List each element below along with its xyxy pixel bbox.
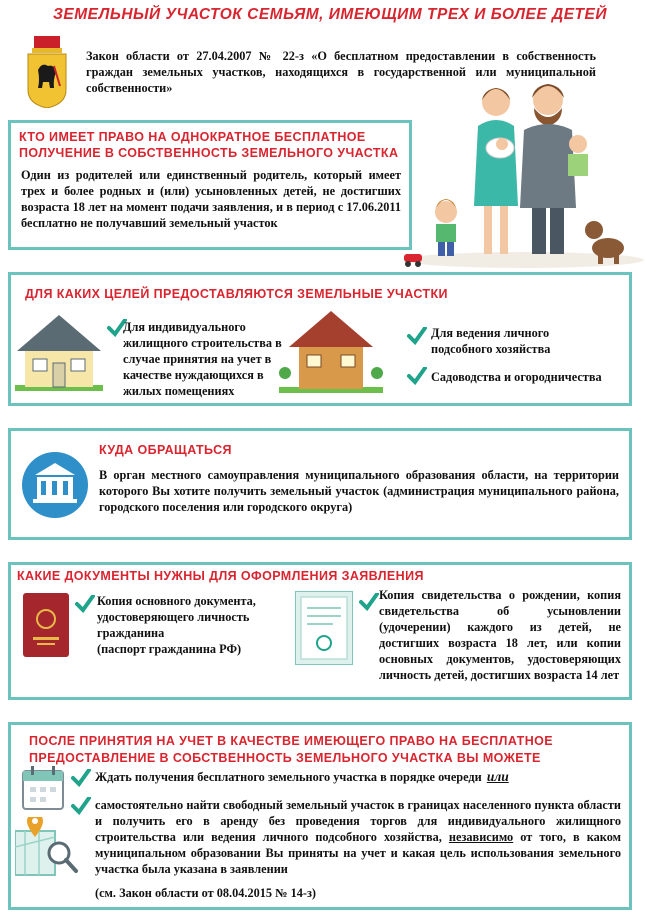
eligibility-title-line1: КТО ИМЕЕТ ПРАВО НА ОДНОКРАТНОЕ БЕСПЛАТНОЕ	[19, 130, 366, 144]
after-registration-section	[8, 722, 632, 910]
law-reference: Закон области от 27.04.2007 № 22-з «О бесплатном предоставлении в собственность граждан земельных участков, находящихся в государственной или муниципальной собственности»	[86, 49, 596, 95]
option-find-plot-text-cont: от того, в каком муниципальном образовании Вы приняты на учет и какая цель использования земельного участка была указана в заявлении	[95, 830, 622, 876]
map-search-icon	[15, 817, 79, 879]
where-section	[8, 428, 632, 540]
checkmark-icon	[71, 769, 91, 787]
coat-of-arms-icon	[26, 36, 68, 108]
certificate-icon	[295, 591, 353, 665]
checkmark-icon	[407, 367, 427, 385]
purpose-item-farming: Для ведения личного подсобного хозяйства	[431, 326, 551, 356]
purposes-title: ДЛЯ КАКИХ ЦЕЛЕЙ ПРЕДОСТАВЛЯЮТСЯ ЗЕМЕЛЬНЫЕ УЧАСТКИ	[25, 287, 448, 301]
where-text: В орган местного самоуправления муниципального образования области, на территории которого Вы хотите получить земельный участок (администрация муниципального района, городского поселения или городского округа)	[99, 468, 619, 514]
option-wait-queue-text: Ждать получения бесплатного земельного участка в порядке очереди	[95, 770, 482, 784]
option-find-plot	[95, 797, 621, 877]
house-icon	[15, 311, 103, 393]
or-word: или	[486, 769, 509, 784]
law-reference-2015: (см. Закон области от 08.04.2015 № 14-з)	[95, 886, 317, 900]
purpose-item-gardening: Садоводства и огородничества	[431, 370, 602, 384]
document-item-certificates: Копия свидетельства о рождении, копия свидетельства об усыновлении (удочерении) каждого из детей, не достигших возраста 18 лет, или копии основных документов, удостоверяющих личность детей, достигших возраста 14 лет	[379, 588, 621, 682]
purposes-section	[8, 272, 632, 406]
after-title	[29, 733, 619, 767]
after-title-line1: ПОСЛЕ ПРИНЯТИЯ НА УЧЕТ В КАЧЕСТВЕ ИМЕЮЩЕГО ПРАВО НА БЕСПЛАТНОЕ	[29, 734, 553, 748]
government-building-icon	[21, 451, 89, 519]
page-title: ЗЕМЕЛЬНЫЙ УЧАСТОК СЕМЬЯМ, ИМЕЮЩИМ ТРЕХ И БОЛЕЕ ДЕТЕЙ	[52, 6, 608, 23]
document-item-passport-note: (паспорт гражданина РФ)	[97, 642, 242, 656]
family-illustration	[398, 78, 650, 272]
checkmark-icon	[75, 595, 95, 613]
checkmark-icon	[71, 797, 91, 815]
cottage-icon	[279, 309, 383, 395]
checkmark-icon	[407, 327, 427, 345]
purpose-item-housing: Для индивидуального жилищного строительства в случае принятия на учет в качестве нуждающихся в жилых помещениях	[123, 320, 282, 398]
calendar-icon	[21, 765, 65, 811]
option-wait-queue	[95, 769, 615, 785]
independently-word: независимо	[448, 830, 514, 844]
after-title-line2: ПРЕДОСТАВЛЕНИЕ В СОБСТВЕННОСТЬ ЗЕМЕЛЬНОГО УЧАСТКА ВЫ МОЖЕТЕ	[29, 751, 541, 765]
checkmark-icon	[359, 593, 379, 611]
eligibility-text: Один из родителей или единственный родитель, который имеет трех и более родных и (или) усыновленных детей, не достигших возраста 18 лет на момент подачи заявления, и в период с 17.06.2011 бесплатно не получавший земельный участок	[21, 168, 401, 230]
eligibility-title-line2: ПОЛУЧЕНИЕ В СОБСТВЕННОСТЬ ЗЕМЕЛЬНОГО УЧАСТКА	[19, 146, 399, 160]
passport-icon	[23, 593, 69, 657]
option-find-plot-text: самостоятельно найти свободный земельный участок в границах населенного пункта области и получить его в аренду без проведения торгов для индивидуального жилищного строительства или ведения личного подсобного хозяйства,	[95, 798, 621, 844]
document-item-passport: Копия основного документа, удостоверяющего личность гражданина	[97, 594, 256, 640]
where-title: КУДА ОБРАЩАТЬСЯ	[99, 443, 232, 457]
documents-title: КАКИЕ ДОКУМЕНТЫ НУЖНЫ ДЛЯ ОФОРМЛЕНИЯ ЗАЯВЛЕНИЯ	[17, 569, 424, 583]
documents-section	[8, 562, 632, 700]
eligibility-section	[8, 120, 412, 250]
eligibility-title	[19, 129, 399, 161]
